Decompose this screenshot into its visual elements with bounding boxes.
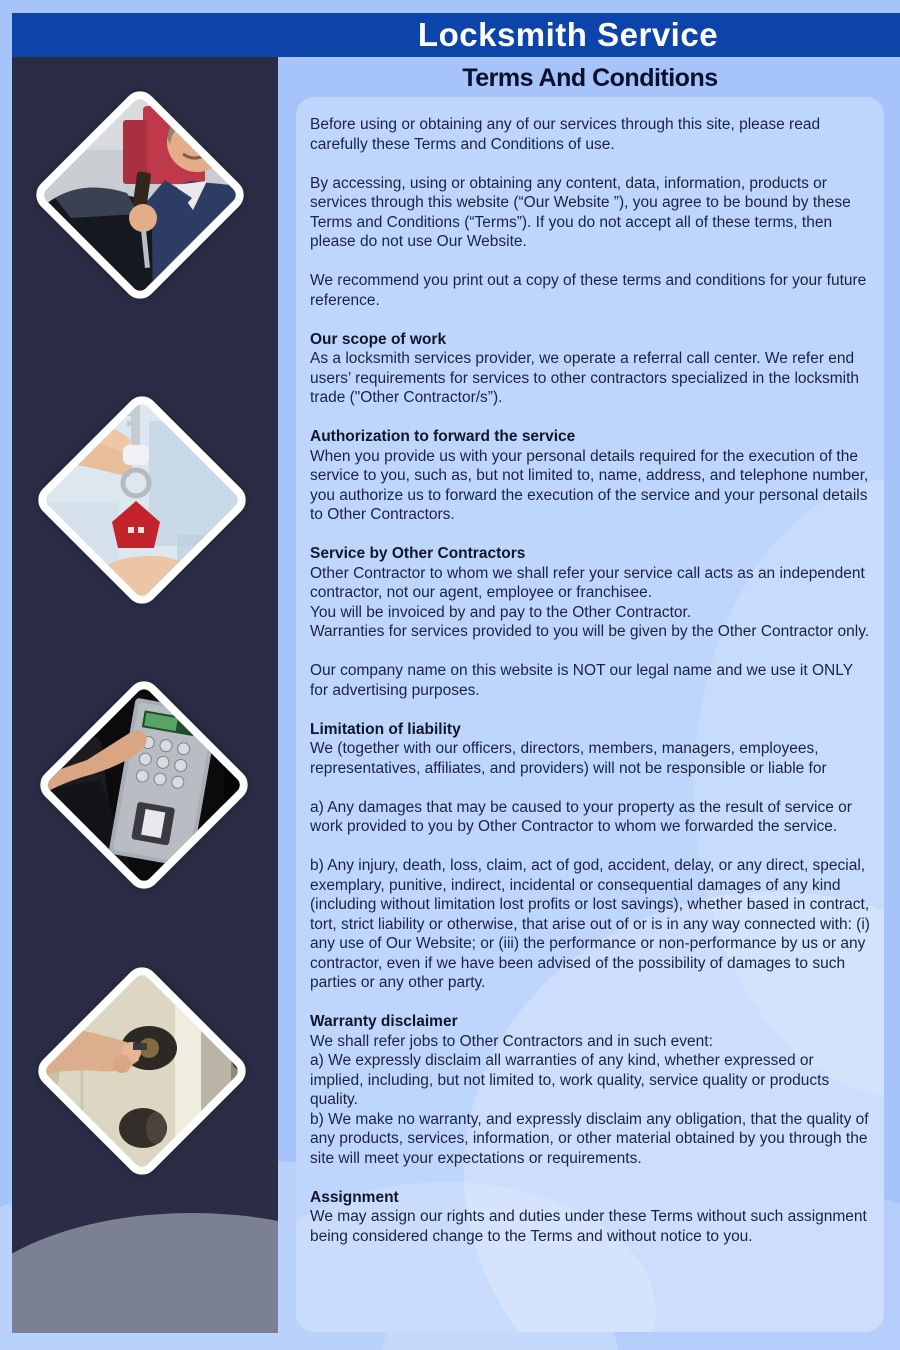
section-heading <box>310 1188 870 1208</box>
door-lock-illustration <box>32 961 253 1182</box>
terms-paragraph <box>310 349 870 408</box>
terms-paragraph <box>310 856 870 993</box>
decorative-blob <box>12 1213 278 1333</box>
terms-paragraph <box>310 174 870 252</box>
locksmith-man-illustration <box>30 85 251 306</box>
terms-line: Our scope of work <box>310 330 447 348</box>
terms-paragraph <box>310 661 870 700</box>
terms-line: Warranty disclaimer <box>310 1013 458 1030</box>
terms-line: Service by Other Contractors <box>310 545 526 562</box>
terms-line: We may assign our rights and duties under these Terms without such assignment being considered change to the Terms and without notice to you. <box>310 1208 867 1245</box>
photo-frame <box>32 390 253 611</box>
terms-line: We recommend you print out a copy of these terms and conditions for your future reference. <box>310 272 867 309</box>
terms-panel <box>296 97 884 1332</box>
section-heading <box>310 1012 870 1032</box>
section-heading <box>310 544 870 564</box>
keypad-illustration <box>34 675 255 896</box>
terms-paragraph <box>310 798 870 837</box>
terms-line: You will be invoiced by and pay to the Other Contractor. <box>310 603 692 621</box>
terms-line: b) We make no warranty, and expressly disclaim any obligation, that the quality of any products, services, information, or other material obtained by you through the site will meet your expectations or requirements. <box>310 1110 869 1167</box>
section-heading <box>310 427 870 447</box>
photo-frame <box>34 675 255 896</box>
terms-line: Authorization to forward the service <box>310 428 576 445</box>
key-handover-illustration <box>32 390 253 611</box>
photo-frame <box>32 961 253 1182</box>
terms-paragraph <box>310 1207 870 1246</box>
terms-paragraph <box>310 739 870 778</box>
terms-paragraph <box>310 447 870 525</box>
section-heading <box>310 720 870 740</box>
terms-line: We shall refer jobs to Other Contractors and in such event: <box>310 1032 713 1050</box>
hand-unlocking-door-lock-photo <box>32 961 253 1182</box>
terms-paragraph <box>310 564 870 642</box>
terms-line: a) We expressly disclaim all warranties of any kind, whether expressed or implied, including, but not limited to, work quality, service quality or products quality. <box>310 1052 830 1108</box>
terms-paragraph <box>310 271 870 310</box>
terms-line: Limitation of liability <box>310 720 461 738</box>
header-bar <box>12 13 900 57</box>
terms-line: By accessing, using or obtaining any content, data, information, products or services through this website (“Our Website ”), you agree to be bound by these Terms and Conditions (“Terms”). If you do not accept all of these terms, then please do not use Our Website. <box>310 174 851 250</box>
section-heading <box>310 330 870 350</box>
finger-pressing-keypad-photo <box>34 675 255 896</box>
terms-line: Other Contractor to whom we shall refer your service call acts as an independent contractor, not our agent, employee or franchisee. <box>310 564 865 601</box>
terms-line: We (together with our officers, directors, members, managers, employees, representatives, affiliates, and providers) will not be responsible or liable for <box>310 740 827 777</box>
terms-line: Assignment <box>310 1188 399 1206</box>
terms-paragraph <box>310 115 870 154</box>
locksmith-man-with-car-key-photo <box>30 85 251 306</box>
terms-line: When you provide us with your personal details required for the execution of the service to you, such as, but not limited to, name, address, and telephone number, you authorize us to forward the execution of the service and your personal details to Other Contractors. <box>310 447 869 523</box>
terms-content <box>296 97 884 1286</box>
terms-paragraph <box>310 1032 870 1169</box>
page-subtitle: Terms And Conditions <box>462 64 718 92</box>
terms-line: b) Any injury, death, loss, claim, act of god, accident, delay, or any direct, special, exemplary, punitive, indirect, incidental or consequential damages of any kind (including without limitation lost profits or lost savings), whether based in contract, tort, strict liability or otherwise, that arise out of or is in any way connected with: (i) any use of Our Website; or (iii) the performance or non-performance by us or any contractor, even if we have been advised of the possibility of damages to such parties or any other party. <box>310 857 870 991</box>
key-handover-red-house-keychain-photo <box>32 390 253 611</box>
terms-line: a) Any damages that may be caused to your property as the result of service or work provided to you by Other Contractor to whom we forwarded the service. <box>310 798 852 835</box>
sidebar <box>12 57 278 1333</box>
terms-line: Our company name on this website is NOT our legal name and we use it ONLY for advertising purposes. <box>310 662 853 699</box>
page-title: Locksmith Service <box>417 16 719 53</box>
photo-frame <box>30 85 251 306</box>
terms-line: As a locksmith services provider, we operate a referral call center. We refer end users’ requirements for services to other contractors specialized in the locksmith trade ("Other Contractor/s”). <box>310 350 860 406</box>
terms-line: Warranties for services provided to you will be given by the Other Contractor only. <box>310 623 870 640</box>
terms-line: Before using or obtaining any of our services through this site, please read carefully these Terms and Conditions of use. <box>310 116 821 153</box>
